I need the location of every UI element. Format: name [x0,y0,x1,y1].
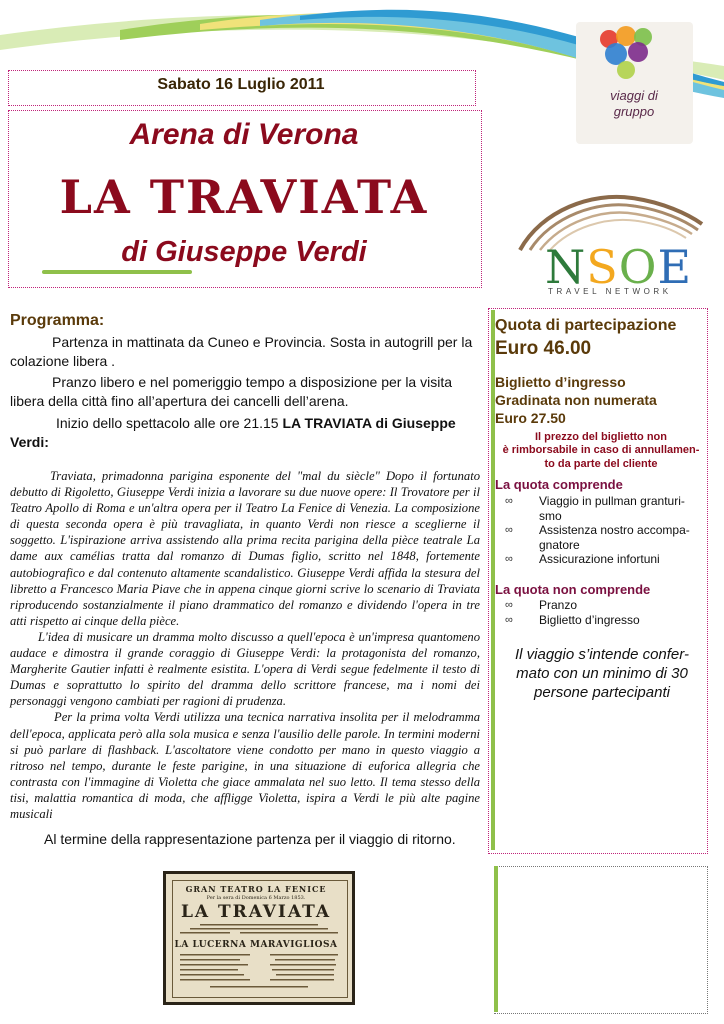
logo-text [588,88,680,120]
poster-fine-print-graphic [180,924,338,994]
poster-line [180,959,240,961]
includes-item-line1: Assicurazione infortuni [539,552,660,566]
excludes-item [505,598,700,613]
grape-circle [617,61,635,79]
opera-description [10,468,480,822]
excludes-item-label: Biglietto d’ingresso [539,613,640,627]
poster-line [180,964,248,966]
infinity-bullet-icon: ∞ [505,524,513,536]
poster-line [270,979,334,981]
nsoe-tagline: TRAVEL NETWORK [548,287,672,296]
note-line-1: Il viaggio s’intende confer- [515,646,689,663]
includes-item-line2: smo [539,509,562,523]
poster-line [200,924,318,926]
description-paragraph-1: Traviata, primadonna parigina esponente del "mal du siècle" Dopo il fortunato debutto di Rigoletto, Giuseppe Verdi inizia a lavorare su due nuove opere: Il Trovatore per il Teatro Apollo di Roma e un'altra opera per il Teatro La Fenice di Venezia. La composizione di questa seconda opera è più travagliata, in quanto Verdi non riesce a sceglierne il soggetto. L'ispirazione arriva assistendo alla prima recita parigina della pièce teatrale La dame aux camélias tratta dal romanzo di Dumas figlio, scritto nel 1848, fortemente autobiografico e dal contenuto altamente scandalistico. Giuseppe Verdi affida la stesura del libretto a Francesco Maria Piave che in appena cinque giorni scrive lo scenario di Traviata riproducendo sostanzialmente il piano drammatico del romanzo e dividendo l'opera in tre atti rispetto ai cinque della pièce. [10,469,480,628]
poster-line [240,932,338,934]
poster-line [210,986,308,988]
includes-item-line2: gnatore [539,538,580,552]
includes-heading: La quota comprende [495,477,623,492]
poster-line [180,932,230,934]
refund-note [495,431,707,471]
includes-item-line1: Assistenza nostro accompa- [539,523,690,537]
ticket-line-1: Biglietto d’ingresso [495,374,626,390]
quota-title: Quota di partecipazione [495,317,677,334]
poster-line [275,959,335,961]
grape-cluster-icon [576,22,693,88]
ticket-line-3: Euro 27.50 [495,410,566,426]
event-date: Sabato 16 Luglio 2011 [157,76,325,93]
event-composer: di Giuseppe Verdi [121,236,367,268]
poster-theatre: GRAN TEATRO LA FENICE [185,884,327,894]
excludes-heading: La quota non comprende [495,582,651,597]
infinity-bullet-icon: ∞ [505,495,513,507]
includes-item [505,552,700,567]
includes-item-line1: Viaggio in pullman granturi- [539,494,685,508]
poster-line [272,969,334,971]
event-title: LA TRAVIATA [59,170,429,224]
note-line-3: persone partecipanti [534,684,670,701]
infinity-bullet-icon: ∞ [505,614,513,626]
viaggi-di-gruppo-logo [576,22,693,144]
historical-poster-image [163,871,355,1005]
poster-line [180,979,250,981]
nsoe-logo-word [545,240,692,294]
poster-line [276,974,334,976]
description-paragraph-3: Per la prima volta Verdi utilizza una tecnica narrativa insolita per il melodramma dell'epoca, applicata però alla sola musica e senza l'ausilio delle parole. In termini moderni si può parlare di flashback. L'ascoltatore viene condotto per mano in questo viaggio a ritroso nel tempo, durante le feste parigine, in una situazione di euforica allegria che contrasta con l'immagine di Violetta che giace ammalata nel suo letto. Il tema stesso della tisi, malattia romantica di moda, che affligge Violetta, ispira a Verdi le più alte pagine musicali [10,710,480,821]
poster-date: Per la sera di Domenica 6 Marzo 1853. [206,895,306,901]
refund-line-3: to da parte del cliente [544,457,658,470]
poster-line [190,928,328,930]
excludes-item [505,613,700,628]
empty-notes-box [494,866,708,1014]
poster-line [180,969,238,971]
includes-item [505,494,700,524]
grape-circle [616,26,636,46]
empty-box-green-bar [494,866,498,1012]
decorative-green-line [42,270,192,274]
refund-line-2: è rimborsabile in caso di annullamen- [502,444,700,457]
nsoe-letter-e: E [657,240,693,294]
poster-line [270,964,336,966]
grape-circle [628,42,648,62]
ticket-info [495,373,695,427]
ticket-line-2: Gradinata non numerata [495,392,657,408]
programma-paragraph-3 [10,414,480,452]
closing-text: Al termine della rappresentazione partenza per il viaggio di ritorno. [44,831,456,847]
includes-item [505,523,700,553]
logo-text-line1: viaggi di [610,88,658,103]
programma-heading: Programma: [10,312,105,329]
refund-line-1: Il prezzo del biglietto non [535,431,667,443]
logo-text-line2: gruppo [613,104,655,119]
programma-p3-bold: LA TRAVIATA di Giuseppe Verdi: [10,415,456,450]
programma-paragraph-2: Pranzo libero e nel pomeriggio tempo a disposizione per la visita libera della città fino all’apertura dei cancelli dell’arena. [10,374,452,409]
infinity-bullet-icon: ∞ [505,599,513,611]
nsoe-letter-s: S [586,240,619,294]
minimum-participants-note [500,645,704,702]
programma-paragraph-1: Partenza in mattinata da Cuneo e Provincia. Sosta in autogrill per la colazione libera . [10,334,473,369]
poster-subtitle: LA LUCERNA MARAVIGLIOSA [174,940,338,950]
poster-title: LA TRAVIATA [180,902,332,922]
nsoe-letter-n: N [545,240,587,294]
note-line-2: mato con un minimo di 30 [516,665,688,682]
poster-line [180,974,244,976]
excludes-item-label: Pranzo [539,598,578,612]
nsoe-letter-o: O [618,240,658,294]
event-venue: Arena di Verona [129,118,359,151]
poster-line [270,954,338,956]
programma-p3-text: Inizio dello spettacolo alle ore 21.15 [56,415,283,431]
quota-price: Euro 46.00 [495,338,592,359]
infinity-bullet-icon: ∞ [505,553,513,565]
poster-line [180,954,250,956]
description-paragraph-2: L'idea di musicare un dramma molto discusso a quell'epoca è un'impresa quantomeno audace e dimostra il grande coraggio di Giuseppe Verdi: la protagonista del romanzo, Margherite Gautier infatti è realmente esistita. L'opera di Verdi segue fedelmente il testo di Dumas e soprattutto lo spirito del dramma dello scrittore francese, ma i nomi dei personaggi vengono cambiati per ragioni di prudenza. [10,629,480,709]
